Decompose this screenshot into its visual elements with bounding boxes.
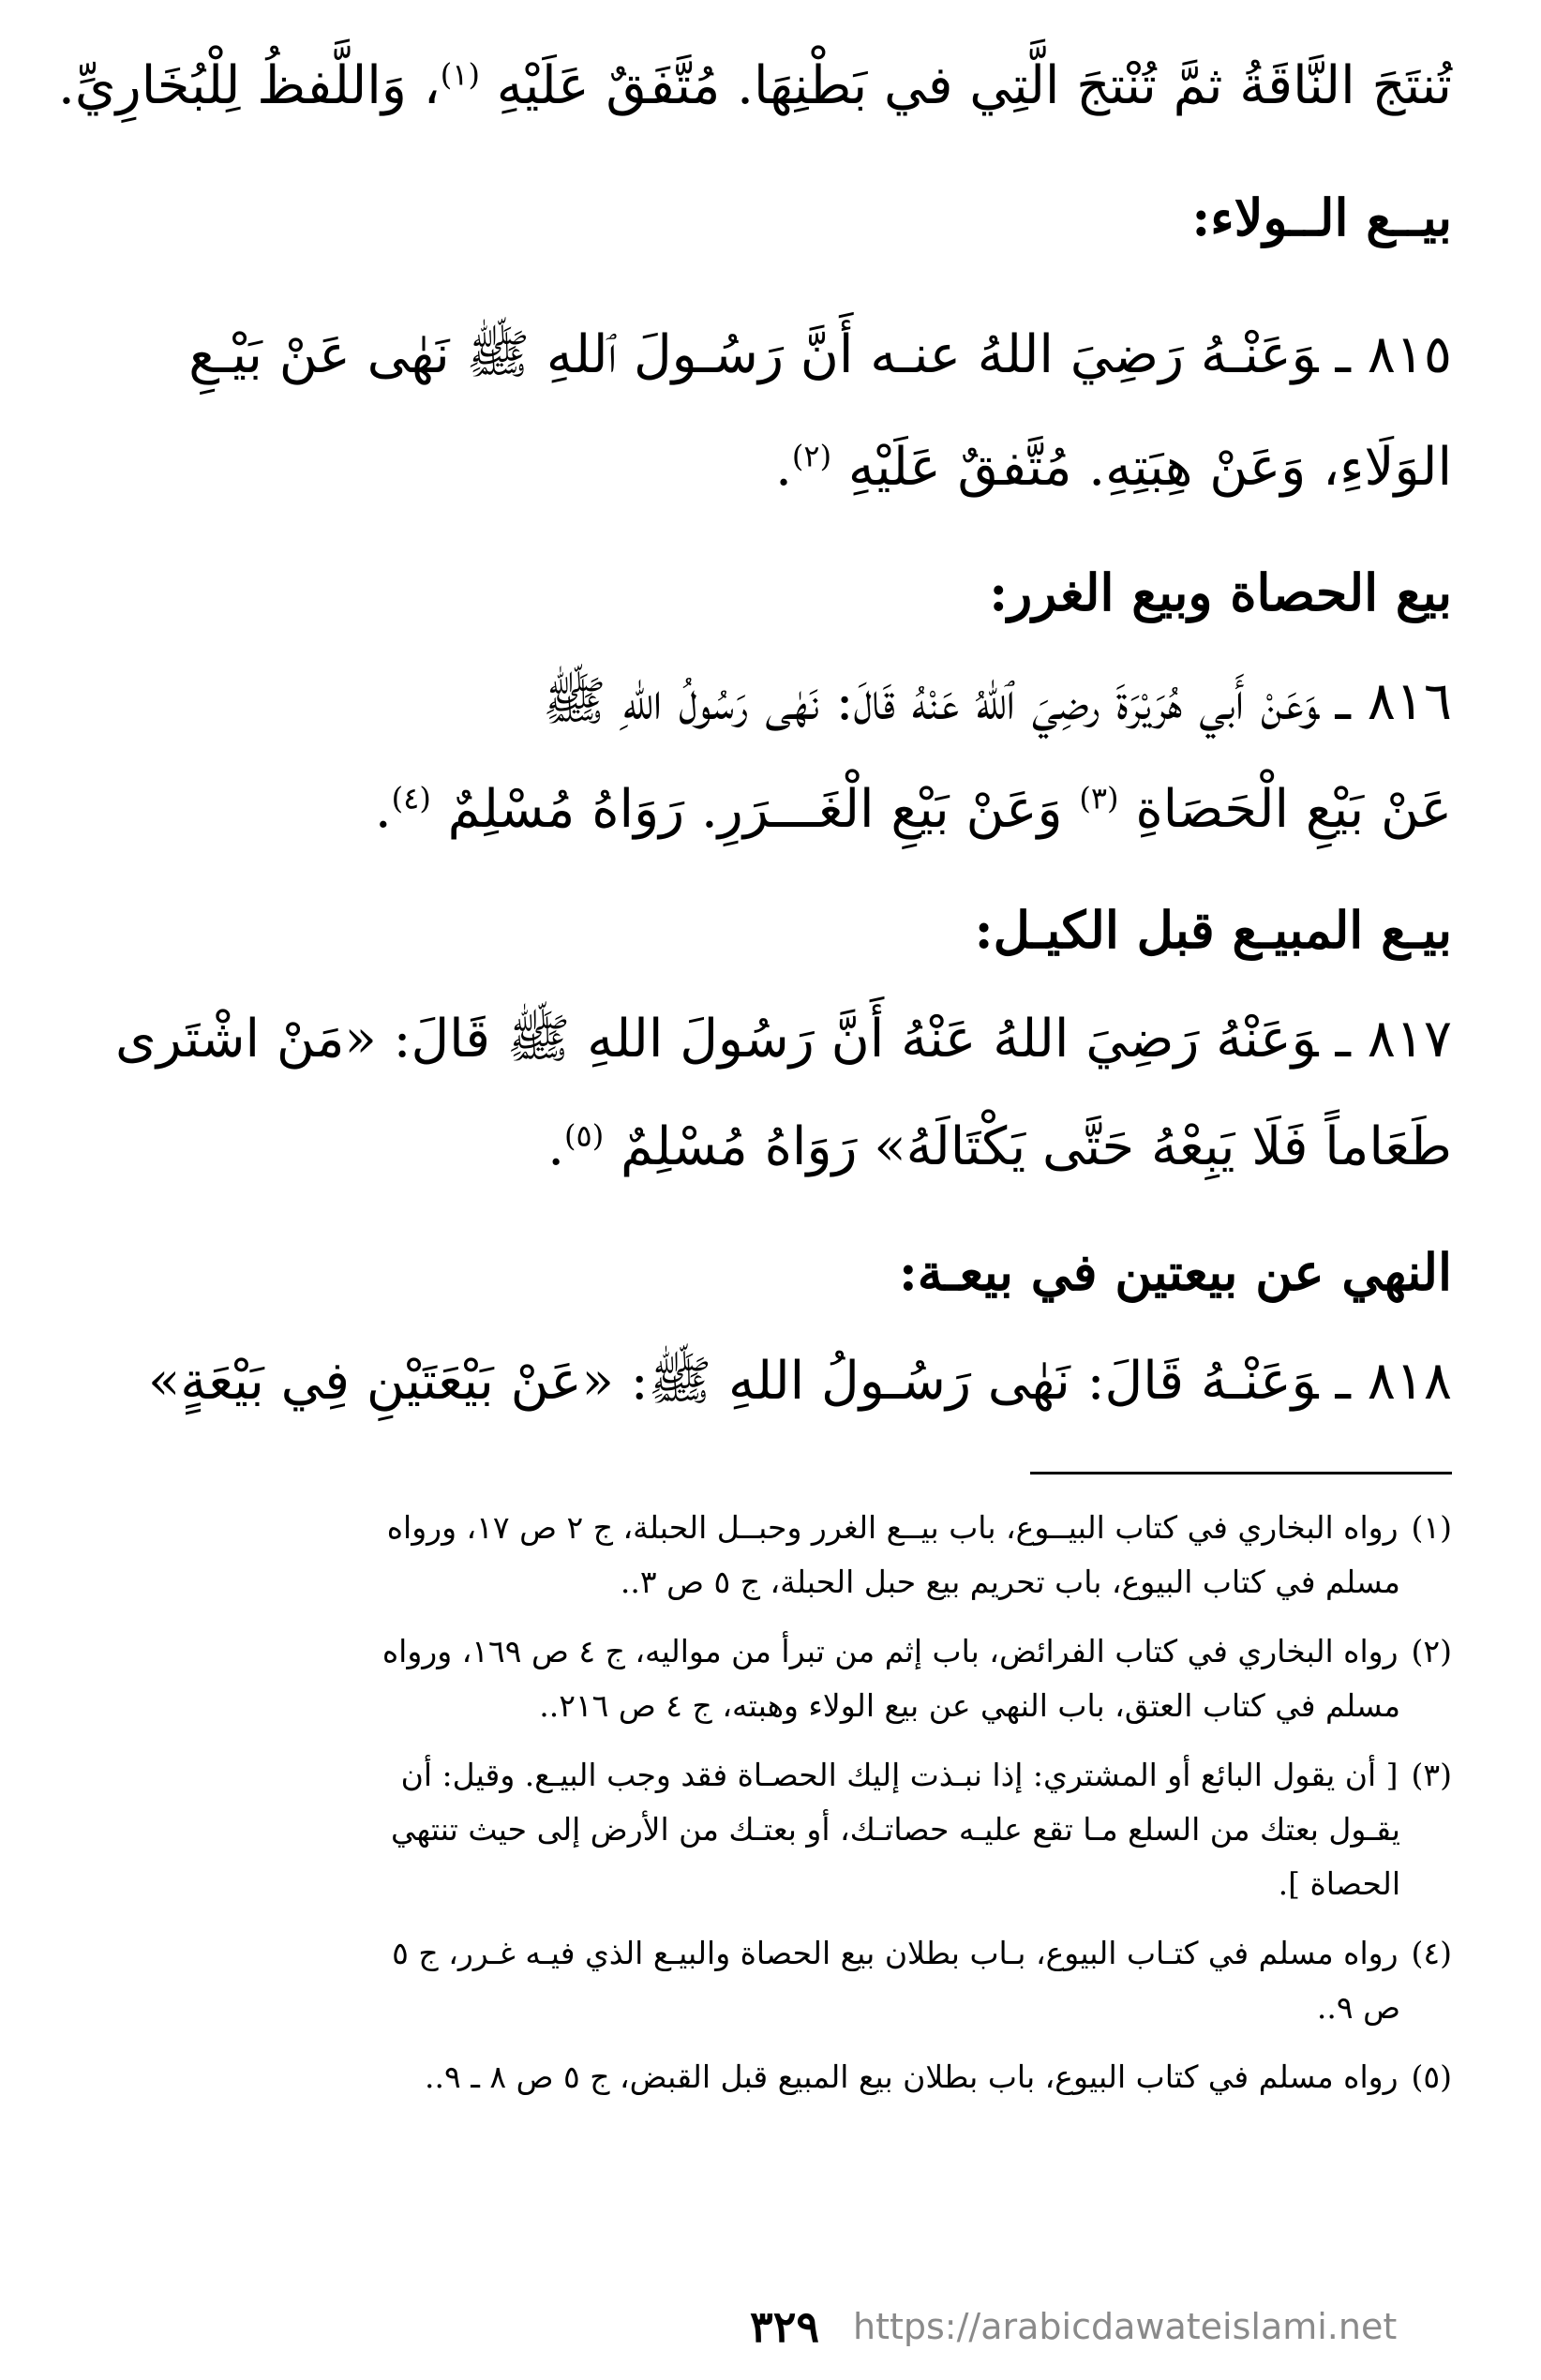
heading-nahy-bayatayn: النهي عن بيعتين في بيعـة: <box>898 1242 1452 1302</box>
hadith-text: وَعَنْ أَبي هُرَيْرَةَ رضِيَ ٱللهُ عَنْهُ قَالَ: نَهٰى رَسُولُ اللهِ ﷺ <box>542 671 1319 732</box>
footnote-2-line2: مسلم في كتاب العتق، باب النهي عن بيع الولاء وهبته، ج ٤ ص ٢١٦.. <box>539 1687 1400 1724</box>
hadith-text: عَنْ بَيْعِ الْحَصَاةِ <box>1135 779 1452 840</box>
hadith-817-line2 <box>122 1115 1452 1178</box>
footnote-mark: (٤) <box>1411 1935 1452 1971</box>
footnote-ref-5: (٥) <box>564 1117 605 1154</box>
page-number: ٣٢٩ <box>750 2301 820 2352</box>
hadith-number: ٨١٦ ـ <box>1335 671 1452 732</box>
intro-text: تُنتَجَ النَّاقَةُ ثمَّ تُنْتجَ الَّتِي في بَطْنِهَا. مُتَّفَقٌ عَلَيْهِ <box>496 55 1452 116</box>
footnote-4-line2: ص ٩.. <box>1316 1989 1400 2026</box>
footnote-ref-4: (٤) <box>391 780 431 816</box>
footnote-ref-3: (٣) <box>1079 780 1119 816</box>
hadith-text: طَعَاماً فَلَا يَبِعْهُ حَتَّى يَكْتَالَهُ» رَوَاهُ مُسْلِمٌ <box>621 1116 1452 1177</box>
footnote-text: رواه البخاري في كتاب الفرائض، باب إثم من تبرأ من مواليه، ج ٤ ص ١٦٩، ورواه <box>382 1633 1399 1669</box>
text-line-intro <box>58 54 1452 117</box>
footnote-1-line1 <box>122 1509 1452 1547</box>
hadith-818-line1 <box>122 1350 1452 1413</box>
footnote-text: رواه البخاري في كتاب البيــوع، باب بيــع الغرر وحبــل الحبلة، ج ٢ ص ١٧، ورواه <box>386 1509 1399 1546</box>
hadith-817-line1 <box>115 1008 1452 1070</box>
hadith-815-line1 <box>122 323 1452 386</box>
heading-bay-al-hasat: بيع الحصاة وبيع الغرر: <box>989 562 1452 622</box>
footnote-text: رواه مسلم في كتاب البيوع، باب بطلان بيع المبيع قبل القبض، ج ٥ ص ٨ ـ ٩.. <box>425 2058 1399 2095</box>
footnote-1-line2: مسلم في كتاب البيوع، باب تحريم بيع حبل الحبلة، ج ٥ ص ٣.. <box>620 1564 1400 1600</box>
hadith-number: ٨١٨ ـ <box>1335 1351 1452 1412</box>
hadith-number: ٨١٧ ـ <box>1335 1009 1452 1070</box>
hadith-tail: . <box>775 437 792 498</box>
footnote-mark: (١) <box>1411 1509 1452 1546</box>
hadith-tail: . <box>547 1116 565 1177</box>
footnote-4-line1 <box>122 1935 1452 1972</box>
heading-bay-al-wala: بيــع الــولاء: <box>1191 187 1452 247</box>
hadith-tail: . <box>374 779 392 840</box>
hadith-815-line2 <box>122 436 1452 499</box>
hadith-text: وَعَنْـهُ قَالَ: نَهٰى رَسُـولُ اللهِ ﷺ: «عَنْ بَيْعَتَيْنِ فِي بَيْعَةٍ» <box>148 1351 1319 1412</box>
footnote-3-line2: يقـول بعتك من السلع مـا تقع عليـه حصاتـك، أو بعتـك من الأرض إلى حيث تنتهي <box>391 1811 1400 1848</box>
watermark-url: https://arabicdawateislami.net <box>853 2306 1398 2347</box>
hadith-number: ٨١٥ ـ <box>1335 324 1452 385</box>
heading-bay-al-mabi: بيـع المبيـع قبل الكيـل: <box>974 900 1452 960</box>
hadith-text: وَعَنْ بَيْعِ الْغَـــرَرِ. رَوَاهُ مُسْلِمٌ <box>447 779 1063 840</box>
footnote-mark: (٥) <box>1411 2058 1452 2095</box>
footnote-3-line1 <box>122 1757 1452 1794</box>
hadith-816-line2 <box>122 778 1452 841</box>
hadith-816-line1 <box>122 670 1452 733</box>
footnote-mark: (٢) <box>1411 1633 1452 1669</box>
footnote-5-line1 <box>122 2058 1452 2096</box>
footnote-text: [ أن يقول البائع أو المشتري: إذا نبـذت إليك الحصـاة فقد وجب البيـع. وقيل: أن <box>400 1757 1399 1793</box>
hadith-text: الوَلَاءِ، وَعَنْ هِبَتِهِ. مُتَّفقٌ عَلَيْهِ <box>847 437 1452 498</box>
footnote-separator <box>1030 1472 1452 1474</box>
footnote-2-line1 <box>122 1633 1452 1670</box>
footnote-ref-1: (١) <box>440 56 480 93</box>
footnote-ref-2: (٢) <box>791 438 832 474</box>
footnote-mark: (٣) <box>1411 1757 1452 1793</box>
hadith-text: وَعَنْهُ رَضِيَ اللهُ عَنْهُ أَنَّ رَسُولَ اللهِ ﷺ قَالَ: «مَنْ اشْتَرى <box>115 1009 1319 1070</box>
hadith-text: وَعَنْـهُ رَضِيَ اللهُ عنـه أَنَّ رَسُـولَ ٱللهِ ﷺ نَهٰى عَنْ بَيْـعِ <box>188 324 1319 385</box>
footnote-text: رواه مسلم في كتـاب البيوع، بـاب بطلان بيع الحصاة والبيـع الذي فيـه غـرر، ج ٥ <box>392 1935 1399 1971</box>
intro-tail: ، وَاللَّفظُ لِلْبُخَارِيِّ. <box>58 55 441 116</box>
footnote-3-line3: الحصاة ]. <box>1278 1865 1400 1902</box>
